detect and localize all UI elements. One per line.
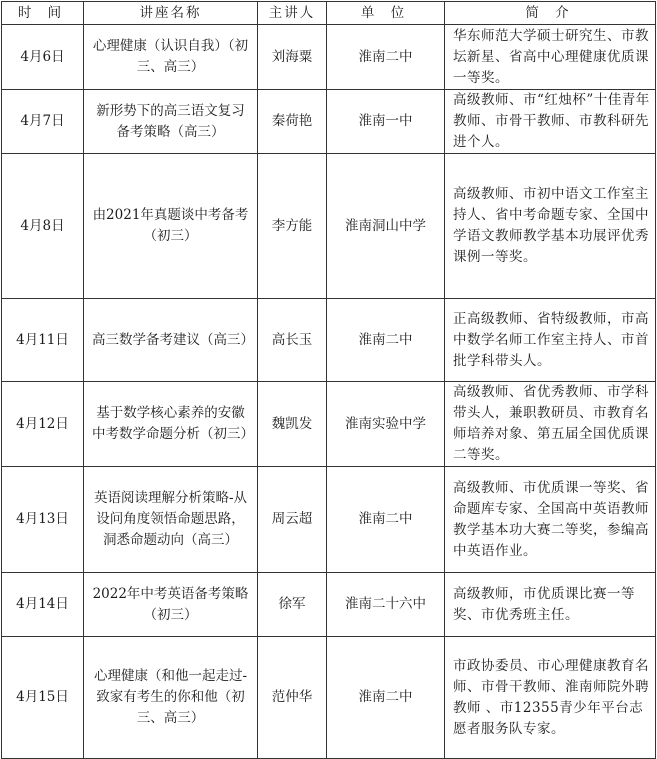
header-title: 讲座名称 xyxy=(84,2,258,25)
header-intro: 简 介 xyxy=(445,2,656,25)
table-row xyxy=(2,467,656,573)
cell-speaker: 周云超 xyxy=(258,467,327,573)
cell-title: 高三数学备考建议（高三） xyxy=(84,299,258,382)
cell-intro: 高级教师、市“红烛杯”十佳青年教师、市骨干教师、市教科研先进个人。 xyxy=(445,90,656,154)
cell-unit: 淮南洞山中学 xyxy=(327,154,445,299)
cell-intro: 高级教师、省优秀教师、市学科带头人，兼职教研员、市教育名师培养对象、第五届全国优质课二等奖。 xyxy=(445,382,656,467)
cell-speaker: 范仲华 xyxy=(258,637,327,759)
cell-intro: 华东师范大学硕士研究生、市教坛新星、省高中心理健康优质课一等奖。 xyxy=(445,25,656,90)
cell-speaker: 秦荷艳 xyxy=(258,90,327,154)
cell-unit: 淮南一中 xyxy=(327,90,445,154)
cell-title: 英语阅读理解分析策略-从设问角度领悟命题思路，洞悉命题动向（高三） xyxy=(84,467,258,573)
cell-date: 4月11日 xyxy=(2,299,84,382)
cell-unit: 淮南二中 xyxy=(327,637,445,759)
cell-speaker: 高长玉 xyxy=(258,299,327,382)
cell-intro: 正高级教师、省特级教师，市高中数学名师工作室主持人、市首批学科带头人。 xyxy=(445,299,656,382)
cell-date: 4月12日 xyxy=(2,382,84,467)
cell-date: 4月8日 xyxy=(2,154,84,299)
cell-unit: 淮南二中 xyxy=(327,25,445,90)
cell-unit: 淮南二中 xyxy=(327,299,445,382)
cell-unit: 淮南二十六中 xyxy=(327,573,445,637)
cell-title: 2022年中考英语备考策略（初三） xyxy=(84,573,258,637)
cell-title: 由2021年真题谈中考备考（初三） xyxy=(84,154,258,299)
table-row xyxy=(2,573,656,637)
cell-title: 基于数学核心素养的安徽中考数学命题分析（初三） xyxy=(84,382,258,467)
cell-date: 4月14日 xyxy=(2,573,84,637)
cell-intro: 市政协委员、市心理健康教育名师、市骨干教师、淮南师院外聘教师 、市12355青少年平台志愿者服务队专家。 xyxy=(445,637,656,759)
cell-date: 4月7日 xyxy=(2,90,84,154)
header-date: 时 间 xyxy=(2,2,84,25)
cell-speaker: 李方能 xyxy=(258,154,327,299)
cell-title: 新形势下的高三语文复习备考策略（高三） xyxy=(84,90,258,154)
table-row xyxy=(2,637,656,759)
cell-speaker: 魏凯发 xyxy=(258,382,327,467)
table-row xyxy=(2,25,656,90)
cell-speaker: 徐军 xyxy=(258,573,327,637)
table-row xyxy=(2,299,656,382)
cell-intro: 高级教师、市初中语文工作室主持人、省中考命题专家、全国中学语文教师教学基本功展评优秀课例一等奖。 xyxy=(445,154,656,299)
cell-title: 心理健康（和他一起走过-致家有考生的你和他（初三、高三） xyxy=(84,637,258,759)
cell-title: 心理健康（认识自我）（初三、高三） xyxy=(84,25,258,90)
table-row xyxy=(2,90,656,154)
table-row xyxy=(2,154,656,299)
cell-unit: 淮南实验中学 xyxy=(327,382,445,467)
header-unit: 单 位 xyxy=(327,2,445,25)
cell-intro: 高级教师、市优质课一等奖、省命题库专家、全国高中英语教师教学基本功大赛二等奖，参编高中英语作业。 xyxy=(445,467,656,573)
table-header-row xyxy=(2,2,656,25)
header-speaker: 主讲人 xyxy=(258,2,327,25)
table-row xyxy=(2,382,656,467)
lecture-schedule-table xyxy=(1,1,656,759)
cell-date: 4月6日 xyxy=(2,25,84,90)
cell-unit: 淮南二中 xyxy=(327,467,445,573)
cell-intro: 高级教师，市优质课比赛一等奖、市优秀班主任。 xyxy=(445,573,656,637)
cell-date: 4月15日 xyxy=(2,637,84,759)
cell-date: 4月13日 xyxy=(2,467,84,573)
cell-speaker: 刘海粟 xyxy=(258,25,327,90)
